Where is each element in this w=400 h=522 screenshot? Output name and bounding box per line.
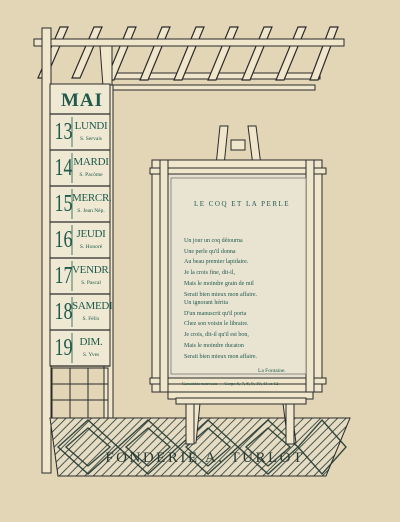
lattice — [52, 368, 108, 418]
poem-line: Chez son voisin le libraire. — [184, 321, 249, 328]
patterned-floor — [50, 418, 350, 476]
poem-line: Mais le moindre grain de mil — [184, 280, 254, 287]
weekday-label: MARDI — [73, 156, 109, 168]
weekday-label: JEUDI — [76, 228, 106, 240]
weekday-label: VENDR. — [72, 264, 111, 276]
day-number: 13 — [54, 119, 73, 145]
calendar-day — [52, 115, 110, 151]
day-number: 14 — [54, 155, 73, 181]
day-number: 15 — [54, 191, 73, 217]
weekday-label: SAMEDI — [72, 300, 113, 312]
poem-signature: La Fontaine. — [258, 368, 286, 374]
saint-label: S. Félix — [82, 316, 100, 322]
poem-line: D'un manuscrit qu'il porta — [184, 310, 247, 317]
calendar-day — [52, 187, 110, 223]
foundry-name: FONDERIE A. TURLOT — [105, 450, 305, 466]
saint-label: S. Pacôme — [79, 172, 103, 178]
calendar-day — [52, 331, 110, 367]
day-number: 17 — [54, 263, 73, 289]
poem-line: Serait bien mieux mon affaire. — [184, 353, 258, 360]
poem-line: Au beau premier lapidaire. — [184, 259, 249, 266]
poem-stanza — [184, 298, 314, 362]
month-label: MAI — [60, 90, 104, 111]
weekday-label: DIM. — [79, 336, 103, 348]
poem-title: LE COQ ET LA PERLE — [193, 200, 291, 208]
calendar-day — [52, 259, 110, 295]
calendar-day — [52, 223, 110, 259]
day-number: 16 — [54, 227, 73, 253]
poem-line: Serait bien mieux mon affaire. — [184, 291, 258, 298]
saint-label: S. Servais — [80, 136, 102, 142]
poem-line: Une perle qu'il donna — [184, 248, 236, 255]
calendar-day — [52, 151, 110, 187]
saint-label: S. Jean Nép. — [77, 208, 105, 214]
saint-label: S. Pascal — [81, 280, 101, 286]
day-number: 18 — [54, 299, 73, 325]
poem-line: Un ignorant hérita — [184, 300, 228, 306]
day-number: 19 — [54, 335, 73, 361]
poem-line: Je crois, dit-il qu'il est bon, — [184, 332, 249, 339]
weekday-label: LUNDI — [74, 120, 108, 132]
calendar-day — [52, 295, 113, 331]
poem-line: Mais le moindre ducaton — [184, 342, 244, 349]
saint-label: S. Honoré — [79, 244, 103, 250]
type-specimen-note: Caractère nouveau — Corps 6, 7, 8, 9, 10, 11 et 12 — [182, 381, 279, 386]
poem-stanza — [184, 236, 314, 300]
weekday-label: MERCR. — [72, 192, 112, 204]
poem-line: Un jour un coq détourna — [184, 238, 243, 244]
poem-line: Je la crois fine, dit-il, — [184, 270, 235, 277]
saint-label: S. Yves — [82, 352, 100, 358]
